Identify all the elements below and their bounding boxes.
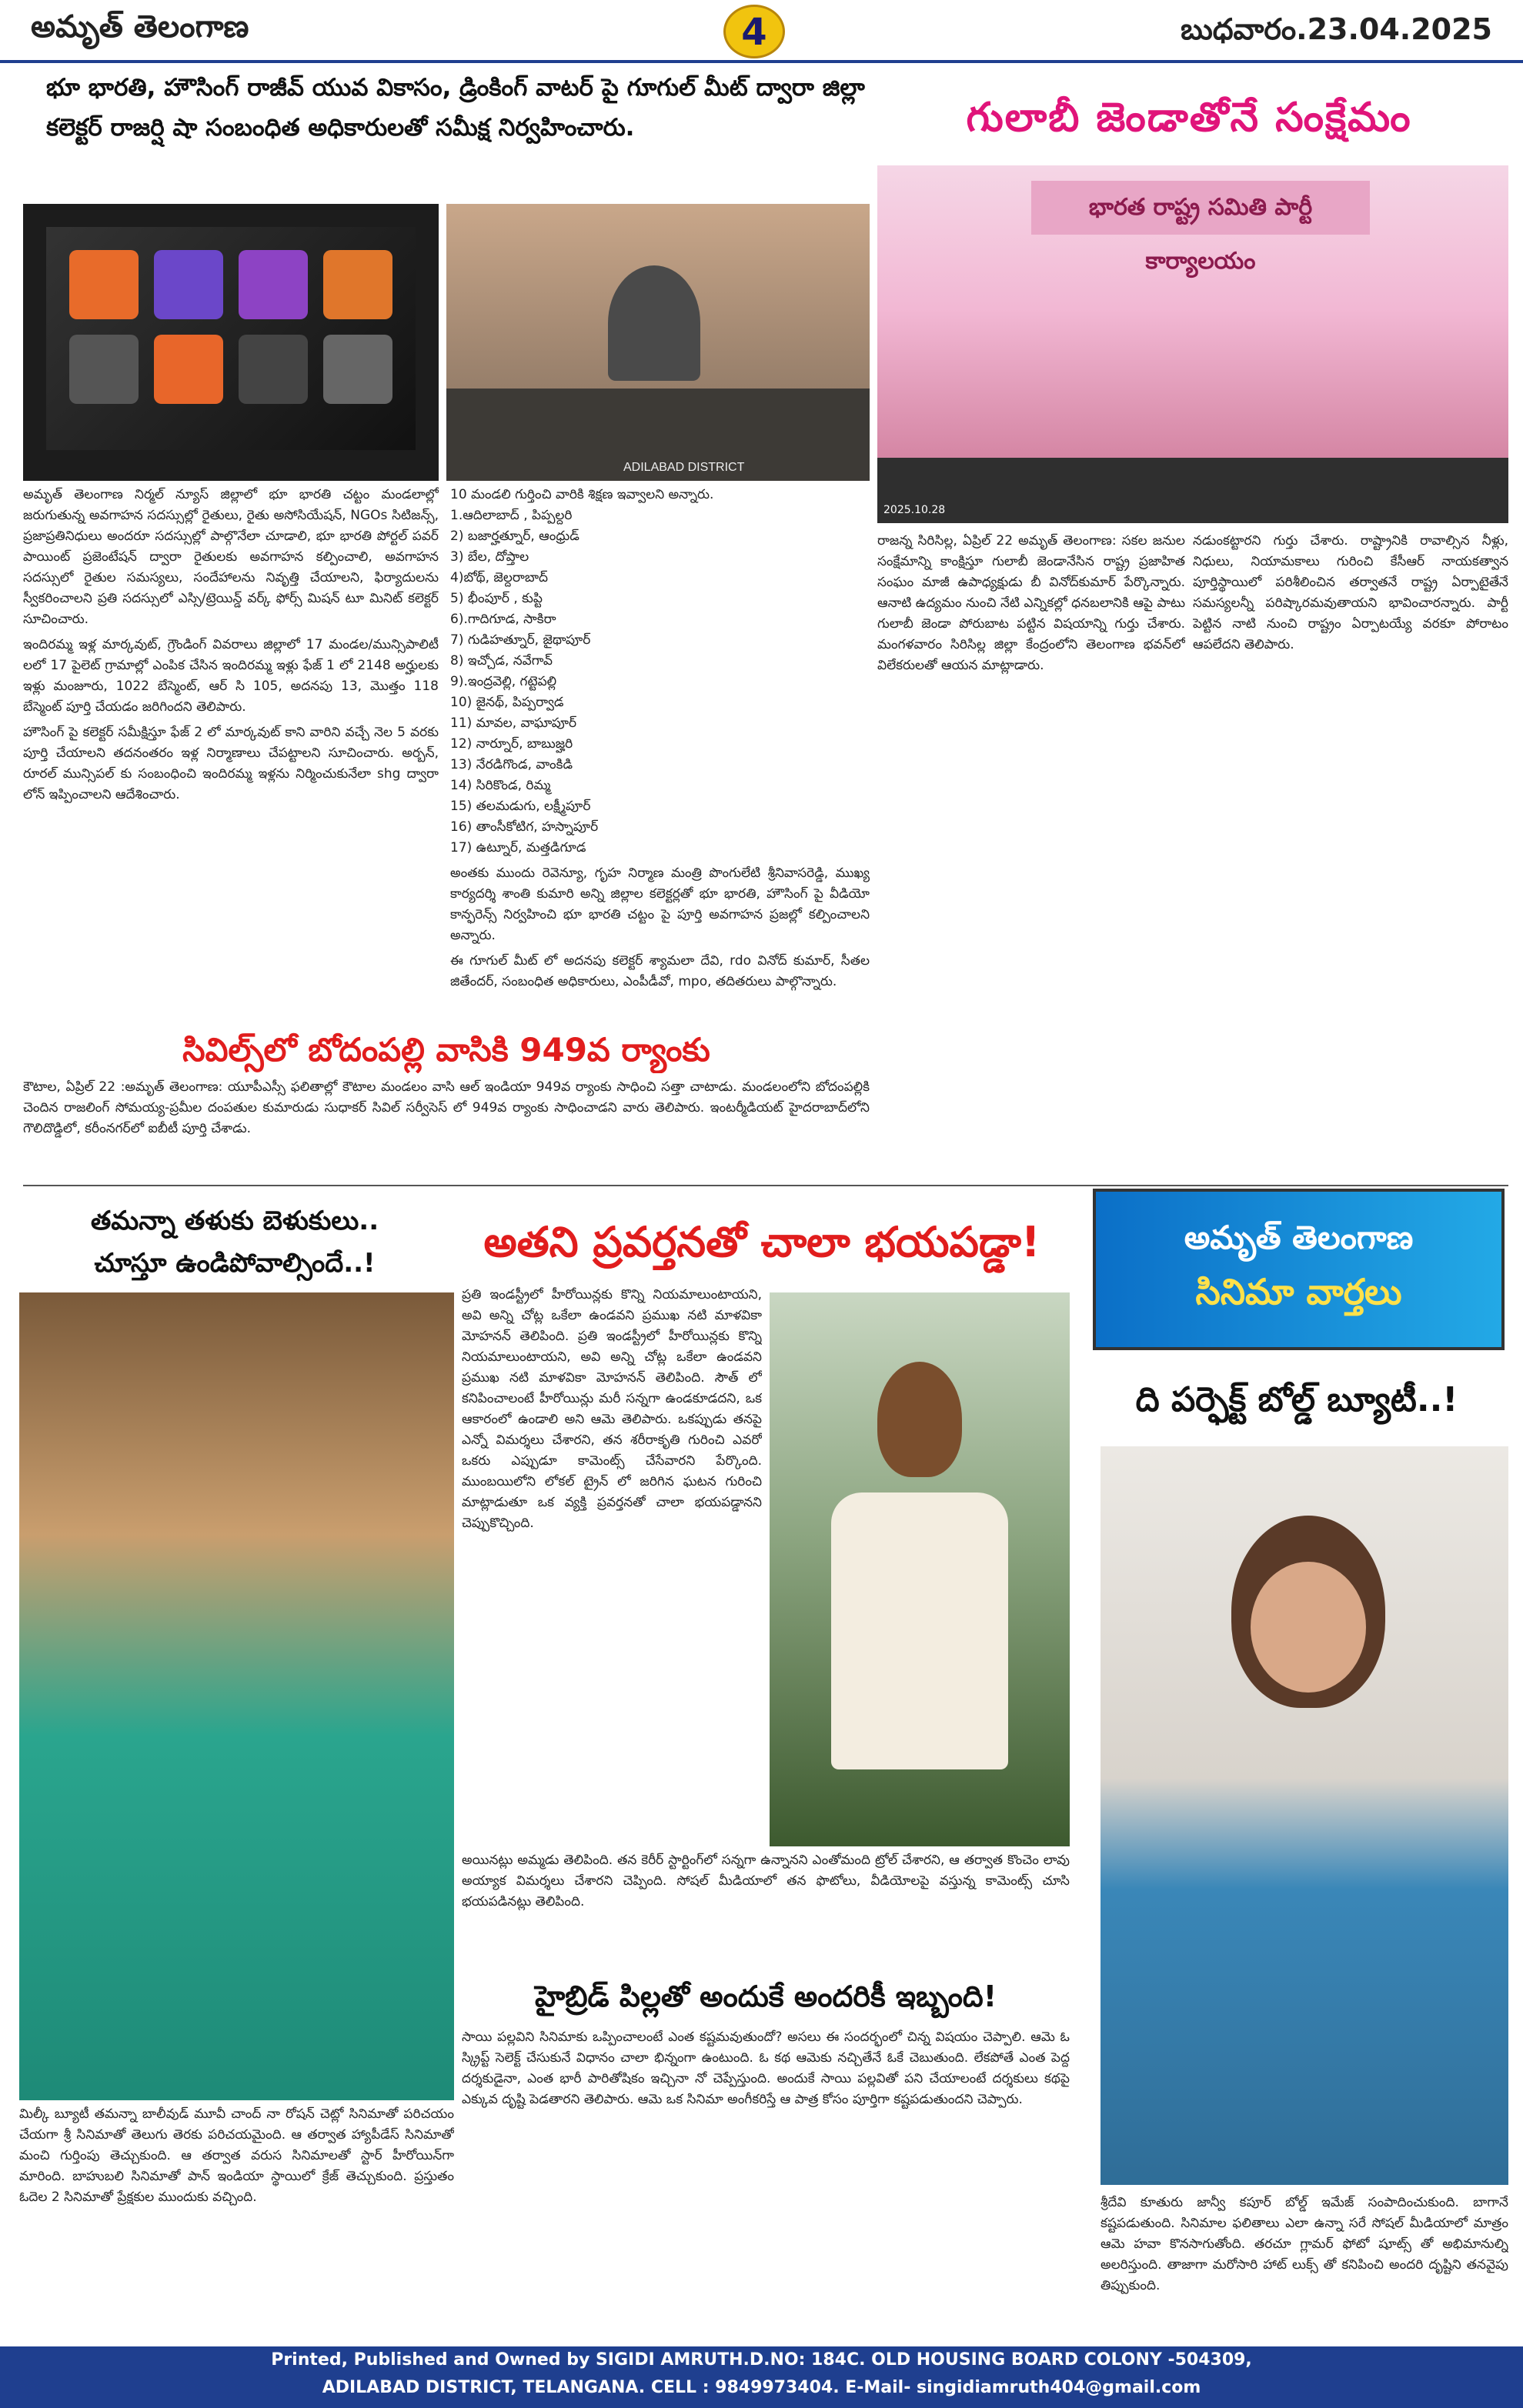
tamannaah-photo [19,1292,454,2100]
middle-story-subheadline: హైబ్రిడ్ పిల్లతో అందుకే అందరికీ ఇబ్బంది! [534,1979,997,2013]
top-story-body-col1 [23,485,439,1046]
list-item: 6).గాదిగూడ, సాకిరా [450,612,556,627]
malavika-photo [770,1292,1070,1846]
cinema-story-body: శ్రీదేవి కూతురు జాన్వీ కపూర్ బోల్డ్ ఇమేజ్ సంపాదించుకుంది. బాగానే కష్టపడుతుంది. సినిమాల ఫలితాలు ఎలా ఉన్నా సరే సోషల్ మీడియాలో మాత్రం ఆమె హవా కొనసాగుతోంది. తరచూ గ్లామర్ ఫోటో షూట్స్ తో అభిమానుల్ని అలరిస్తుంది. తాజాగా మరోసారి హాట్ లుక్స్ తో కనిపించి అందరి దృష్టిని తనవైపు తిప్పుకుంది. [1101,2195,1508,2293]
footer-line1: Printed, Published and Owned by SIGIDI AMRUTH.D.NO: 184C. OLD HOUSING BOARD COLONY -504309, [271,2350,1252,2370]
list-item: 7) గుడిహత్నూర్, జైథాపూర్ [450,632,591,648]
civils-story-body: కౌటాల, ఏప్రిల్ 22 :అమృత్ తెలంగాణ: యూపీఎస్సీ ఫలితాల్లో కౌటాల మండలం వాసి ఆల్ ఇండియా 949వ ర్యాంకు సాధించి సత్తా చాటాడు. మండలంలోని బోదంపల్లికి చెందిన రాజలింగ్ సోమయ్య-ప్రమీల దంపతుల కుమారుడు సుధాకర్ సివిల్ సర్వీసెస్ లో 949వ ర్యాంకు సాధించాడని వారు తెలిపారు. ఇంటర్మీడియట్ హైదరాబాద్‌లోని గౌలిదొడ్డిలో, కరీంనగర్‌లో ఐబీటీ పూర్తి చేశాడు. [23,1079,870,1136]
cinema-headline: ది పర్ఫెక్ట్ బోల్డ్ బ్యూటీ..! [1135,1380,1458,1419]
list-item: 2) బజార్హత్నూర్, ఆంధ్రుడ్ [450,529,579,544]
paragraph: ఈ గూగుల్ మీట్ లో అదనపు కలెక్టర్ శ్యామలా దేవి, rdo వినోద్ కుమార్, సీతల జితేందర్, సంబంధిత అధికారులు, ఎంపీడీవో, mpo, తదితరులు పాల్గొన్నారు. [450,953,870,989]
list-item: 16) తాంసీకోటిగ, హస్నాపూర్ [450,819,599,835]
cinema-news-badge [1093,1189,1505,1350]
paragraph: ఇందిరమ్మ ఇళ్ల మార్కవుట్, గ్రౌండింగ్ వివరాలు జిల్లాలో 17 మండల/మున్సిపాలిటీ లలో 17 పైలెట్ గ్రామాల్లో ఎంపిక చేసిన ఇందిరమ్మ ఇళ్లు ఫేజ్ 1 లో 2148 అర్హులకు ఇళ్లు మంజూరు, 1022 బేస్మెంట్, ఆర్ సి 105, అదనపు 13, మొత్తం 118 బేస్మెంట్ పూర్తి చేయడం జరిగిందని తెలిపారు. [23,637,439,715]
middle-story-headline: అతని ప్రవర్తనతో చాలా భయపడ్డా! [483,1218,1040,1266]
paragraph: అమృత్ తెలంగాణ నిర్మల్ న్యూస్ జిల్లాలో భూ భారతి చట్టం మండలాల్లో జరుగుతున్న అవగాహన సదస్సుల్లో రైతులు, రైతు అసోసియేషన్, NGOs సిటిజన్స్, ప్రజాప్రతినిధులు అందరూ సదస్సుల్లో పాల్గొనేలా చూడాలి, భూ భారతి పోర్టల్ పవర్ పాయింట్ ప్రజెంటేషన్ ద్వారా రైతులకు అవగాహన కల్పించాలి, అవగాహన సదస్సులో రైతుల సమస్యలు, సందేహాలను నివృత్తి చేయాలని, ఫిర్యాదులను స్వీకరించాలని ప్రతి సదస్సులో ఎస్సి/ట్రెయిన్డ్ వర్క్ ఫోర్స్ మిషన్ టూ మినిట్ కలెక్టర్ సూచించారు. [23,487,439,627]
district-nameplate: ADILABAD DISTRICT [623,461,745,474]
list-item: 13) నేరడిగొండ, వాంకిడి [450,757,573,772]
list-item: 5) భీంపూర్ , కుప్టి [450,591,543,606]
list-item: 4)బోథ్, జెల్దరాబాద్ [450,570,549,585]
party-office-banner: భారత రాష్ట్ర సమితి పార్టీ కార్యాలయం [1031,181,1370,235]
photo-timestamp: 2025.10.28 [883,504,946,516]
list-intro: 10 మండలి గుర్తించి వారికి శిక్షణ ఇవ్వాలని అన్నారు. [450,487,714,502]
janhvi-photo [1101,1446,1508,2185]
page-number-badge: 4 [723,5,785,58]
list-item: 14) సిరికొండ, రిమ్మ [450,778,551,793]
list-item: 17) ఉట్నూర్, మత్తడిగూడ [450,840,586,855]
tamannaah-headline-line1: తమన్నా తళుకు బెళుకులు.. [90,1206,379,1236]
footer-line2: ADILABAD DISTRICT, TELANGANA. CELL : 9849973404. E-Mail- singidiamruth404@gmail.com [322,2378,1201,2397]
cinema-badge-subtitle: సినిమా వార్తలు [1195,1271,1402,1312]
list-item: 8) ఇచ్చోడ, నవేగావ్ [450,653,553,669]
list-item: 15) తలమడుగు, లక్ష్మీపూర్ [450,799,591,814]
list-item: 9).ఇంద్రవెల్లి, గట్టెపల్లి [450,674,557,689]
video-call-photo [23,204,439,481]
civils-story-headline: సివిల్స్‌లో బోదంపల్లి వాసికి 949వ ర్యాంకు [182,1031,710,1069]
right-story-headline: గులాబీ జెండాతోనే సంక్షేమం [966,95,1412,141]
list-item: 11) మావల, వాఘాపూర్ [450,715,577,731]
issue-date: బుధవారం.23.04.2025 [1181,12,1492,46]
right-story-body-col1: రాజన్న సిరిసిల్ల, ఏప్రిల్ 22 అమృత్ తెలంగాణ: సకల జనుల సంక్షేమాన్ని కాంక్షిస్తూ గులాబీ జెండానేసిన రాష్ట్ర ప్రజాహిత సంఘం మాజీ ఉపాధ్యక్షుడు బీ వినోద్‌కుమార్ పేర్కొన్నారు. ఆనాటి ఉద్యమం నుంచి నేటి ఎన్నికల్లో ధనబలానికి ఆపై పాటు గులాబీ జెండా పోరుబాట పట్టిన విషయాన్ని గుర్తు చేశారు. మంగళవారం సిరిసిల్ల జిల్లా కేంద్రంలోని తెలంగాణ భవన్‌లో విలేకరులతో ఆయన మాట్లాడారు. [877,533,1185,673]
footer [0,2346,1523,2408]
list-item: 3) బేల, దోప్తాల [450,549,529,565]
press-meet-photo [877,165,1508,523]
top-story-body-col2 [450,485,870,1046]
masthead [0,0,1523,63]
tamannaah-story-body: మిల్కీ బ్యూటీ తమన్నా బాలీవుడ్ మూవీ చాంద్ నా రోషన్ చెట్లో సినిమాతో పరిచయం చేయగా శ్రీ సినిమాతో తెలుగు తెరకు పరిచయమైంది. ఆ తర్వాత హ్యాపీడేస్ సినిమాతో మంచి గుర్తింపు తెచ్చుకుంది. ఆ తర్వాత వరుస సినిమాలతో స్టార్ హీరోయిన్‌గా మారింది. బాహుబలి సినిమాతో పాన్ ఇండియా స్థాయిలో క్రేజ్ తెచ్చుకుంది. ప్రస్తుతం ఓదెల 2 సినిమాతో ప్రేక్షకుల ముందుకు వచ్చింది. [19,2106,454,2205]
newspaper-title: అమృత్ తెలంగాణ [31,9,249,45]
list-item: 12) నార్నూర్, బాబుజ్హరి [450,736,573,752]
right-story-body-col2: నడుంకట్టారని గుర్తు చేశారు. రాష్ట్రానికి రావాల్సిన నీళ్లు, నిధులు, నియామకాలు గురించి కేసీఆర్ నాయకత్వాన పూర్తిస్థాయిలో పరిశీలించిన తర్వాతనే రాష్ట్ర ఏర్పాటైతేనే సమస్యలన్నీ పరిష్కారమవుతాయని భావించారన్నారు. పార్టీ పెట్టిన నాటి నుంచి రాష్ట్రం ఏర్పాటయ్యే వరకూ పోరాటం ఆపలేదని తెలిపారు. [1193,533,1508,652]
paragraph: అంతకు ముందు రెవెన్యూ, గృహ నిర్మాణ మంత్రి పొంగులేటి శ్రీనివాసరెడ్డి, ముఖ్య కార్యదర్శి శాంతి కుమారి అన్ని జిల్లాల కలెక్టర్లతో భూ భారతి, హౌసింగ్ పై వీడియో కాన్ఫరెన్స్ నిర్వహించి భూ భారతి చట్టం పై పూర్తి అవగాహన ప్రజల్లో కల్పించాలని అన్నారు. [450,865,870,943]
section-divider [23,1185,1508,1186]
list-item: 1.ఆదిలాబాద్ , పిప్పల్దరి [450,508,573,523]
meeting-room-photo [446,204,870,481]
tamannaah-headline-line2: చూస్తూ ఉండిపోవాల్సిందే..! [94,1248,376,1279]
list-item: 10) జైనథ్, పిప్పర్వాడ [450,695,564,710]
middle-story-body-3: సాయి పల్లవిని సినిమాకు ఒప్పించాలంటే ఎంత కష్టమవుతుందో? అసలు ఈ సందర్భంలో చిన్న విషయం చెప్పాలి. ఆమె ఓ స్క్రిప్ట్ సెలెక్ట్ చేసుకునే విధానం చాలా భిన్నంగా ఉంటుంది. ఓ కథ ఆమెకు నచ్చితేనే ఓకే చెబుతుంది. లేకపోతే ఎంత పెద్ద దర్శకుడైనా, ఎంత భారీ పారితోషికం ఇచ్చినా నో చెప్పేస్తుంది. అందుకే సాయి పల్లవితో పని చేయాలంటే దర్శకులు కథపై ఎక్కువ దృష్టి పెడతారని తెలిపారు. ఆమె ఒక సినిమా అంగీకరిస్తే ఆ పాత్ర కోసం పూర్తిగా కష్టపడుతుందని చెప్పారు. [462,2029,1070,2107]
cinema-badge-title: అమృత్ తెలంగాణ [1184,1219,1414,1256]
top-story-headline: భూ భారతి, హౌసింగ్ రాజీవ్ యువ వికాసం, డ్రింకింగ్ వాటర్ పై గూగుల్ మీట్ ద్వారా జిల్లా కలెక్టర్ రాజర్షి షా సంబంధిత అధికారులతో సమీక్ష నిర్వహించారు. [46,74,865,142]
paragraph: హౌసింగ్ పై కలెక్టర్ సమీక్షిస్తూ ఫేజ్ 2 లో మార్కవుట్ కాని వారిని వచ్చే నెల 5 వరకు పూర్తి చేయాలని తదనంతరం ఇళ్ల నిర్మాణాలు చేపట్టాలని సూచించారు. అర్బన్, రూరల్ మున్సిపల్ కు సంబంధించి ఇందిరమ్మ ఇళ్లను నిర్మించుకునేలా shg ద్వారా లోన్ ఇప్పించాలని ఆదేశించారు. [23,725,439,802]
middle-story-body-2: అయినట్లు అమ్మడు తెలిపింది. తన కెరీర్ స్టార్టింగ్‌లో సన్నగా ఉన్నానని ఎంతోమంది ట్రోల్ చేశారని, ఆ తర్వాత కొంచెం లావు అయ్యాక విమర్శలు చేశారని చెప్పింది. సోషల్ మీడియాలో తన ఫొటోలు, వీడియోలపై వస్తున్న కామెంట్స్ చూసి భయపడినట్లు తెలిపింది. [462,1853,1070,1909]
middle-story-body: ప్రతి ఇండస్ట్రీలో హీరోయిన్లకు కొన్ని నియమాలుంటాయని, అవి అన్ని చోట్ల ఒకేలా ఉండవని ప్రముఖ నటి మాళవికా మోహనన్ తెలిపింది. ప్రతి ఇండస్ట్రీలో హీరోయిన్లకు కొన్ని నియమాలుంటాయని, అవి అన్ని చోట్ల ఒకేలా ఉండవని ప్రముఖ నటి మాళవికా మోహనన్ తెలిపింది. సౌత్ లో కనిపించాలంటే హీరోయిన్లు మరీ సన్నగా ఉండకూడదని, ఒక ఆకారంలో ఉండాలి అని ఆమె తెలిపారు. ఒకప్పుడు తనపై ఎన్నో విమర్శలు చేశారని, తన శరీరాకృతి గురించి ఎవరో ఒకరు ఎప్పుడూ కామెంట్స్ చేసేవారని పేర్కొంది. ముంబయిలోని లోకల్ ట్రైన్ లో జరిగిన ఘటన గురించి మాట్లాడుతూ ఒక వ్యక్తి ప్రవర్తనతో చాలా భయపడ్డానని చెప్పుకొచ్చింది. [462,1287,762,1531]
